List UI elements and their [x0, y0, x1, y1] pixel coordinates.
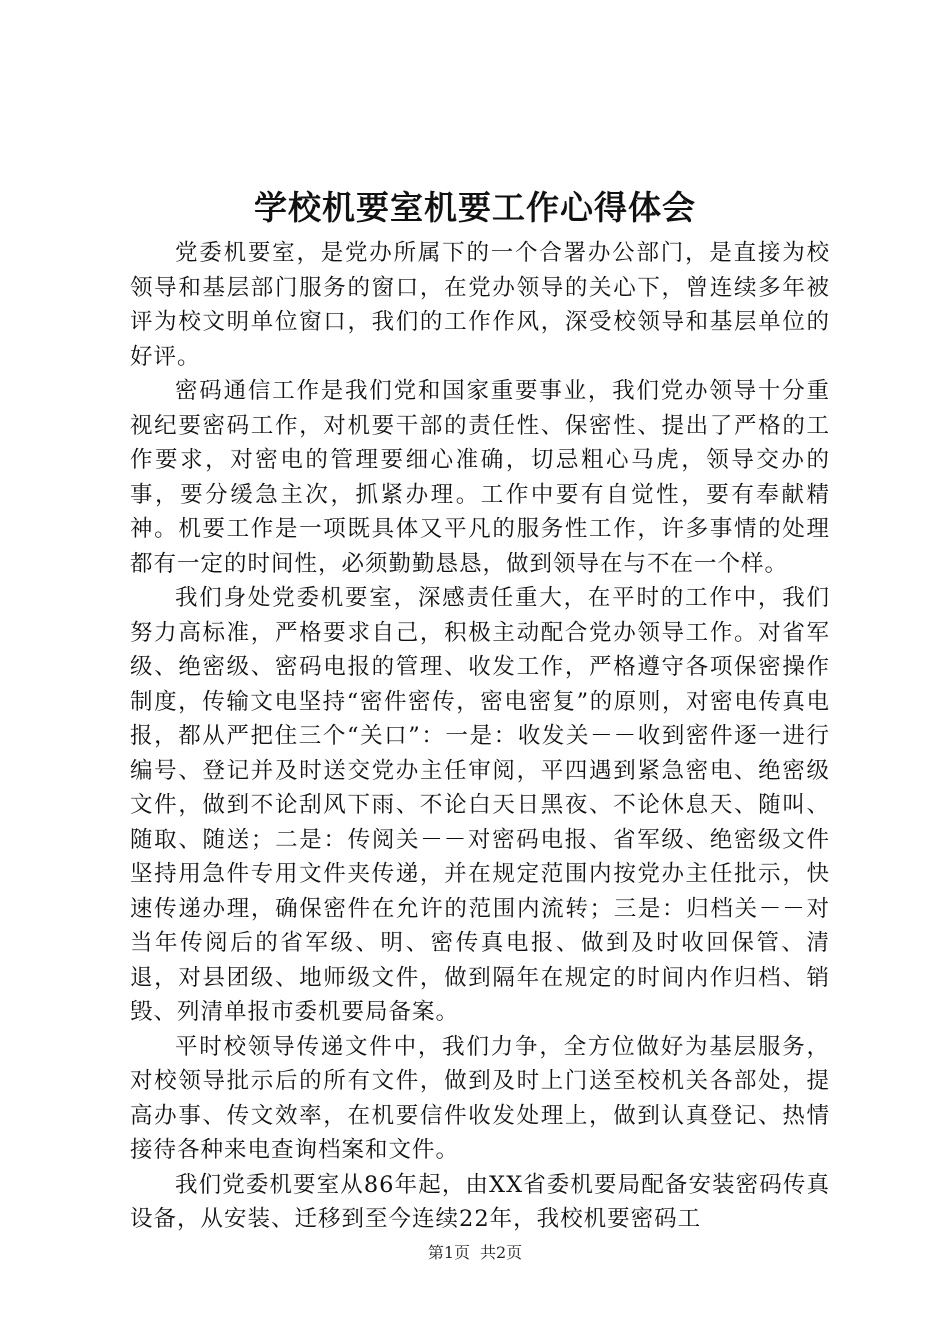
- paragraph-3: 我们身处党委机要室，深感责任重大，在平时的工作中，我们努力高标准，严格要求自己，积极主动配合党办领导工作。对省军级、绝密级、密码电报的管理、收发工作，严格遵守各项保密操作制度，传输文电坚持“密件密传，密电密复”的原则，对密电传真电报，都从严把住三个“关口”：一是：收发关－－收到密件逐一进行编号、登记并及时送交党办主任审阅，平四遇到紧急密电、绝密级文件，做到不论刮风下雨、不论白天日黑夜、不论休息天、随叫、随取、随送；二是：传阅关－－对密码电报、省军级、绝密级文件坚持用急件专用文件夹传递，并在规定范围内按党办主任批示，快速传递办理，确保密件在允许的范围内流转；三是：归档关－－对当年传阅后的省军级、明、密传真电报、做到及时收回保管、清退，对县团级、地师级文件，做到隔年在规定的时间内作归档、销毁、列清单报市委机要局备案。: [130, 585, 830, 1025]
- page-number: 第1页: [427, 1243, 470, 1262]
- document-body: [130, 236, 830, 1237]
- paragraph-5: 我们党委机要室从86年起，由XX省委机要局配备安装密码传真设备，从安装、迁移到至今连续22年，我校机要密码工: [130, 1171, 830, 1232]
- paragraph-1: 党委机要室，是党办所属下的一个合署办公部门，是直接为校领导和基层部门服务的窗口，在党办领导的关心下，曾连续多年被评为校文明单位窗口，我们的工作作风，深受校领导和基层单位的好评。: [130, 240, 830, 370]
- paragraph-2: 密码通信工作是我们党和国家重要事业，我们党办领导十分重视纪要密码工作，对机要干部的责任性、保密性、提出了严格的工作要求，对密电的管理要细心准确，切忌粗心马虎，领导交办的事，要分缓急主次，抓紧办理。工作中要有自觉性，要有奉献精神。机要工作是一项既具体又平凡的服务性工作，许多事情的处理都有一定的时间性，必须勤勤恳恳，做到领导在与不在一个样。: [130, 378, 830, 577]
- page-footer: [0, 1243, 950, 1263]
- page-total: 共2页: [480, 1243, 523, 1262]
- paragraph-4: 平时校领导传递文件中，我们力争，全方位做好为基层服务，对校领导批示后的所有文件，做到及时上门送至校机关各部处，提高办事、传文效率，在机要信件收发处理上，做到认真登记、热情接待各种来电查询档案和文件。: [130, 1033, 830, 1163]
- document-title: 学校机要室机要工作心得体会: [254, 188, 696, 227]
